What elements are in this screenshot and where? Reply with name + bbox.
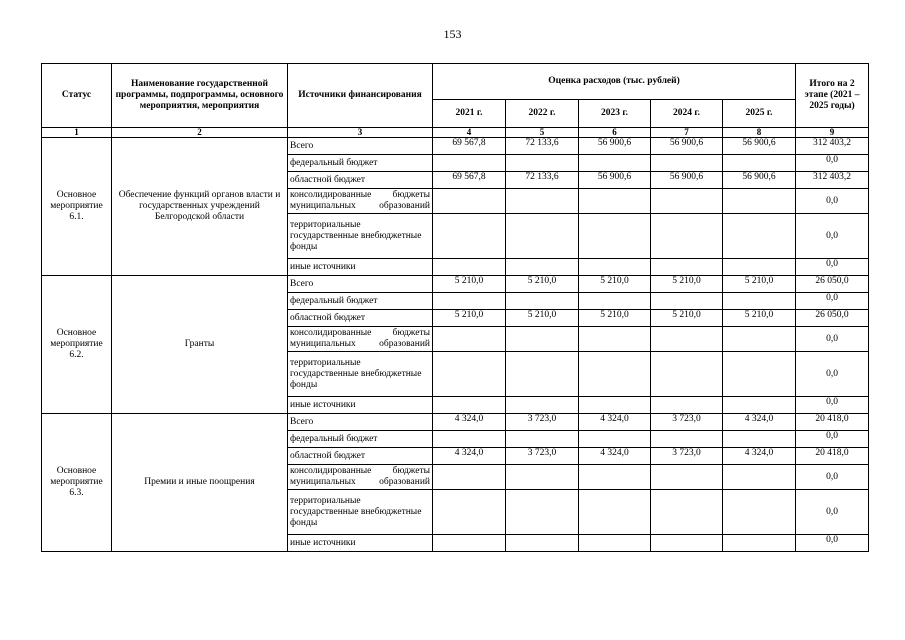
year-value-cell — [651, 397, 723, 414]
year-value-cell — [579, 189, 651, 214]
year-value-cell — [579, 293, 651, 310]
year-value-cell — [723, 352, 796, 397]
year-value-cell — [651, 431, 723, 448]
total-cell: 0,0 — [796, 465, 869, 490]
year-value-cell — [651, 535, 723, 552]
year-value-cell — [651, 327, 723, 352]
source-cell: федеральный бюджет — [288, 431, 433, 448]
column-number: 3 — [288, 128, 433, 138]
year-value-cell — [433, 397, 506, 414]
source-cell: консолидированные бюджеты муниципальных образований — [288, 465, 433, 490]
column-number: 2 — [112, 128, 288, 138]
header-year: 2024 г. — [651, 100, 723, 128]
column-number: 9 — [796, 128, 869, 138]
year-value-cell — [723, 535, 796, 552]
year-value-cell — [651, 293, 723, 310]
status-cell: Основное мероприятие 6.2. — [42, 276, 112, 414]
year-value-cell — [651, 155, 723, 172]
total-cell: 0,0 — [796, 327, 869, 352]
year-value-cell: 5 210,0 — [723, 276, 796, 293]
year-value-cell: 56 900,6 — [651, 172, 723, 189]
total-cell: 0,0 — [796, 189, 869, 214]
total-cell: 0,0 — [796, 535, 869, 552]
source-cell: территориальные государственные внебюджетные фонды — [288, 490, 433, 535]
column-number: 6 — [579, 128, 651, 138]
year-value-cell: 4 324,0 — [579, 414, 651, 431]
year-value-cell — [723, 155, 796, 172]
year-value-cell — [579, 465, 651, 490]
year-value-cell — [579, 490, 651, 535]
year-value-cell — [433, 431, 506, 448]
year-value-cell — [506, 352, 579, 397]
year-value-cell — [651, 490, 723, 535]
year-value-cell: 3 723,0 — [506, 414, 579, 431]
source-cell: областной бюджет — [288, 448, 433, 465]
year-value-cell — [506, 155, 579, 172]
year-value-cell — [723, 431, 796, 448]
activity-name-cell: Премии и иные поощрения — [112, 414, 288, 552]
year-value-cell: 4 324,0 — [723, 448, 796, 465]
year-value-cell — [651, 352, 723, 397]
year-value-cell: 69 567,8 — [433, 172, 506, 189]
header-year: 2023 г. — [579, 100, 651, 128]
table-row — [42, 138, 869, 155]
total-cell: 0,0 — [796, 293, 869, 310]
page-number: 153 — [443, 27, 462, 41]
table-row — [42, 276, 869, 293]
total-cell: 312 403,2 — [796, 172, 869, 189]
header-year: 2022 г. — [506, 100, 579, 128]
total-cell: 20 418,0 — [796, 448, 869, 465]
source-cell: территориальные государственные внебюджетные фонды — [288, 352, 433, 397]
year-value-cell — [579, 327, 651, 352]
source-cell: консолидированные бюджеты муниципальных образований — [288, 327, 433, 352]
year-value-cell: 5 210,0 — [506, 276, 579, 293]
year-value-cell — [506, 214, 579, 259]
source-cell: областной бюджет — [288, 172, 433, 189]
year-value-cell — [579, 352, 651, 397]
activity-name-cell: Обеспечение функций органов власти и государственных учреждений Белгородской области — [112, 138, 288, 276]
year-value-cell: 3 723,0 — [651, 448, 723, 465]
total-cell: 20 418,0 — [796, 414, 869, 431]
total-cell: 0,0 — [796, 397, 869, 414]
source-cell: территориальные государственные внебюджетные фонды — [288, 214, 433, 259]
status-cell: Основное мероприятие 6.1. — [42, 138, 112, 276]
source-cell: иные источники — [288, 397, 433, 414]
total-cell: 26 050,0 — [796, 276, 869, 293]
table-row — [42, 414, 869, 431]
year-value-cell — [579, 259, 651, 276]
year-value-cell — [506, 490, 579, 535]
year-value-cell: 72 133,6 — [506, 172, 579, 189]
year-value-cell: 4 324,0 — [433, 414, 506, 431]
year-value-cell — [723, 327, 796, 352]
source-cell: Всего — [288, 138, 433, 155]
source-cell: Всего — [288, 414, 433, 431]
column-number: 7 — [651, 128, 723, 138]
source-cell: федеральный бюджет — [288, 155, 433, 172]
header-estimate: Оценка расходов (тыс. рублей) — [433, 64, 796, 100]
year-value-cell: 5 210,0 — [651, 310, 723, 327]
year-value-cell — [506, 293, 579, 310]
year-value-cell — [506, 189, 579, 214]
year-value-cell — [433, 293, 506, 310]
year-value-cell — [433, 327, 506, 352]
header-year: 2025 г. — [723, 100, 796, 128]
year-value-cell — [579, 431, 651, 448]
column-number: 5 — [506, 128, 579, 138]
year-value-cell — [433, 535, 506, 552]
source-cell: областной бюджет — [288, 310, 433, 327]
year-value-cell — [651, 214, 723, 259]
year-value-cell — [579, 535, 651, 552]
year-value-cell — [651, 189, 723, 214]
total-cell: 0,0 — [796, 155, 869, 172]
header-total: Итого на 2 этапе (2021 – 2025 годы) — [796, 64, 869, 128]
year-value-cell — [651, 465, 723, 490]
year-value-cell: 72 133,6 — [506, 138, 579, 155]
year-value-cell: 56 900,6 — [651, 138, 723, 155]
expenditure-table — [41, 63, 869, 552]
header-name: Наименование государственной программы, подпрограммы, основного мероприятия, мероприятия — [112, 64, 288, 128]
year-value-cell — [506, 259, 579, 276]
year-value-cell — [433, 490, 506, 535]
year-value-cell — [433, 155, 506, 172]
year-value-cell: 5 210,0 — [433, 276, 506, 293]
year-value-cell — [506, 465, 579, 490]
year-value-cell — [651, 259, 723, 276]
total-cell: 0,0 — [796, 259, 869, 276]
column-number: 1 — [42, 128, 112, 138]
source-cell: консолидированные бюджеты муниципальных образований — [288, 189, 433, 214]
year-value-cell: 5 210,0 — [506, 310, 579, 327]
header-year: 2021 г. — [433, 100, 506, 128]
year-value-cell: 5 210,0 — [579, 310, 651, 327]
year-value-cell — [579, 214, 651, 259]
total-cell: 0,0 — [796, 431, 869, 448]
year-value-cell — [433, 214, 506, 259]
year-value-cell — [433, 352, 506, 397]
year-value-cell — [433, 465, 506, 490]
year-value-cell: 69 567,8 — [433, 138, 506, 155]
header-sources: Источники финансирования — [288, 64, 433, 128]
column-number-row — [42, 128, 869, 138]
year-value-cell — [433, 189, 506, 214]
year-value-cell: 5 210,0 — [433, 310, 506, 327]
status-cell: Основное мероприятие 6.3. — [42, 414, 112, 552]
source-cell: Всего — [288, 276, 433, 293]
year-value-cell — [723, 189, 796, 214]
year-value-cell: 4 324,0 — [579, 448, 651, 465]
year-value-cell: 3 723,0 — [506, 448, 579, 465]
year-value-cell — [433, 259, 506, 276]
year-value-cell — [723, 293, 796, 310]
year-value-cell — [579, 155, 651, 172]
table-body — [42, 138, 869, 552]
total-cell: 0,0 — [796, 214, 869, 259]
year-value-cell — [506, 431, 579, 448]
source-cell: иные источники — [288, 259, 433, 276]
source-cell: федеральный бюджет — [288, 293, 433, 310]
year-value-cell — [506, 397, 579, 414]
year-value-cell: 56 900,6 — [723, 172, 796, 189]
year-value-cell: 5 210,0 — [723, 310, 796, 327]
column-number: 4 — [433, 128, 506, 138]
year-value-cell: 4 324,0 — [433, 448, 506, 465]
total-cell: 0,0 — [796, 490, 869, 535]
year-value-cell: 4 324,0 — [723, 414, 796, 431]
year-value-cell: 5 210,0 — [651, 276, 723, 293]
year-value-cell: 56 900,6 — [579, 138, 651, 155]
total-cell: 0,0 — [796, 352, 869, 397]
year-value-cell — [723, 259, 796, 276]
total-cell: 312 403,2 — [796, 138, 869, 155]
year-value-cell — [723, 465, 796, 490]
year-value-cell: 5 210,0 — [579, 276, 651, 293]
year-value-cell — [723, 397, 796, 414]
year-value-cell — [723, 490, 796, 535]
year-value-cell: 56 900,6 — [723, 138, 796, 155]
header-status: Статус — [42, 64, 112, 128]
activity-name-cell: Гранты — [112, 276, 288, 414]
year-value-cell: 3 723,0 — [651, 414, 723, 431]
year-value-cell — [506, 327, 579, 352]
year-value-cell — [579, 397, 651, 414]
year-value-cell — [506, 535, 579, 552]
year-value-cell — [723, 214, 796, 259]
year-value-cell: 56 900,6 — [579, 172, 651, 189]
column-number: 8 — [723, 128, 796, 138]
source-cell: иные источники — [288, 535, 433, 552]
total-cell: 26 050,0 — [796, 310, 869, 327]
